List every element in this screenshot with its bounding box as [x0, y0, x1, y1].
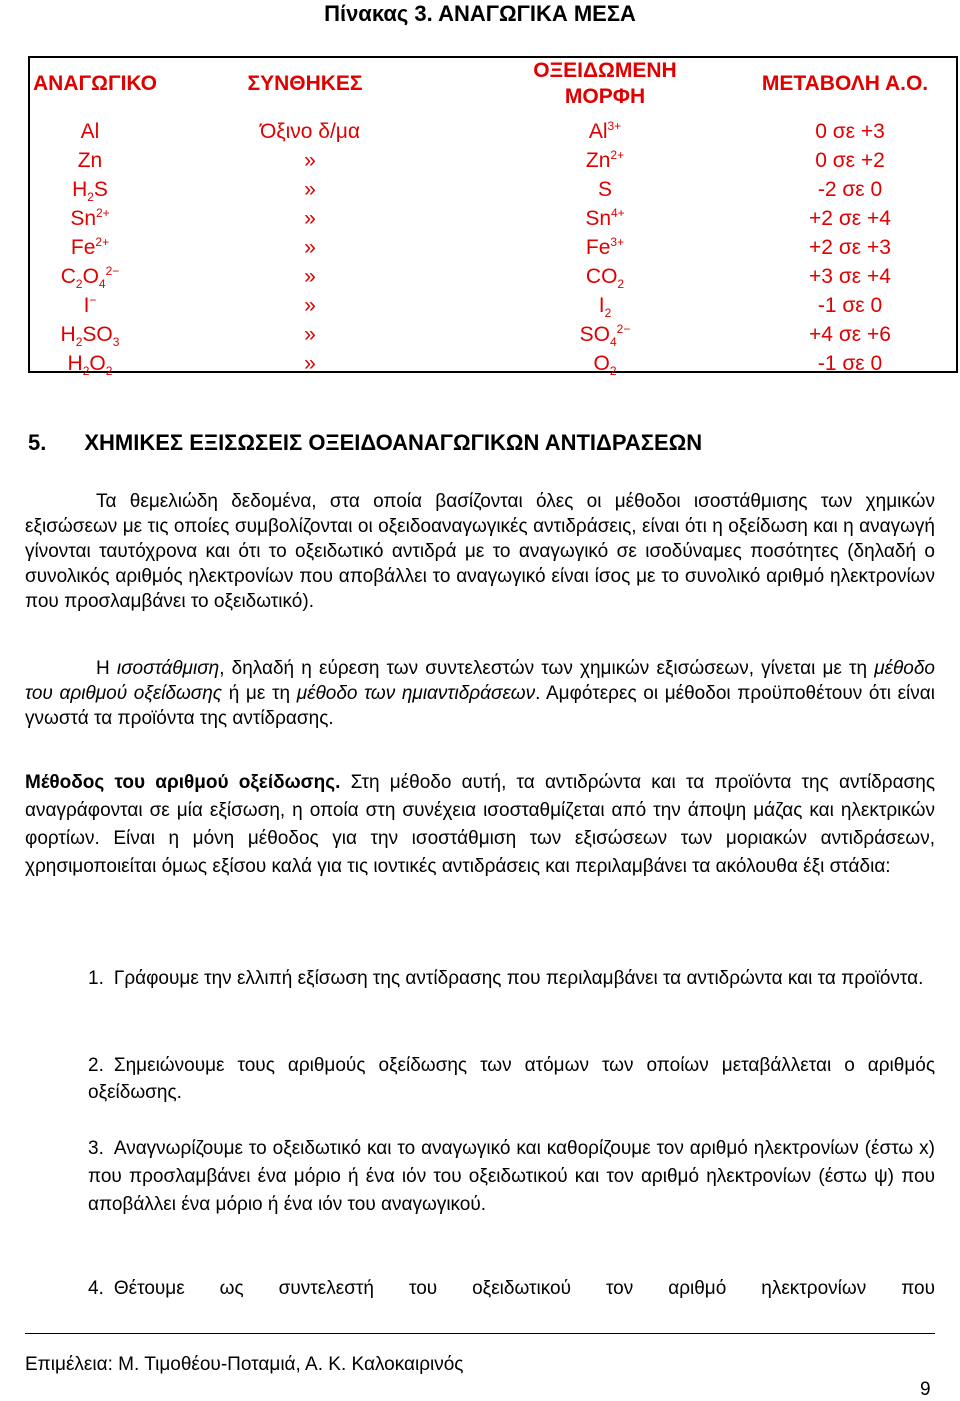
cell-reducer — [30, 233, 150, 262]
cell-change: -1 σε 0 — [817, 294, 883, 317]
step-text: Αναγνωρίζουμε το οξειδωτικό και το αναγωγικό και καθορίζουμε τον αριθμό ηλεκτρονίων (έστω x) που προσλαμβάνει ένα μόριο ή ένα ιόν του οξειδωτικού και τον αριθμό ηλεκτρονίων (έστω ψ) που αποβάλλει ένα μόριο ή ένα ιόν του αναγωγικού. — [88, 1138, 935, 1215]
header-reducer: ΑΝΑΓΩΓΙΚΟ — [33, 72, 157, 95]
table-row — [30, 204, 956, 233]
table-row — [30, 349, 956, 378]
method-heading: Μέθοδος του αριθμού οξείδωσης. — [25, 772, 341, 793]
reducer-text: H — [72, 178, 88, 201]
cell-oxidized — [485, 320, 725, 349]
cell-change: 0 σε +3 — [815, 120, 885, 143]
cell-conditions: » — [304, 236, 316, 259]
cell-change: 0 σε +2 — [815, 149, 885, 172]
cell-conditions: » — [304, 149, 316, 172]
table-row — [30, 320, 956, 349]
step-number: 3. — [88, 1138, 104, 1159]
table-row — [30, 262, 956, 291]
step-text: Σημειώνουμε τους αριθμούς οξείδωσης των ατόμων των οποίων μεταβάλλεται ο αριθμός οξείδωσης. — [88, 1055, 935, 1103]
oxidized-text: O — [593, 352, 610, 375]
table-title: Πίνακας 3. ΑΝΑΓΩΓΙΚΑ ΜΕΣΑ — [324, 1, 636, 26]
cell-change: +2 σε +4 — [809, 207, 891, 230]
section-heading — [28, 430, 702, 456]
cell-oxidized — [485, 291, 725, 320]
cell-conditions: Όξινο δ/μα — [259, 120, 361, 143]
oxidized-text: CO — [585, 265, 618, 288]
table-row — [30, 291, 956, 320]
reducer-subscript-2: 3 — [112, 335, 120, 350]
cell-reducer — [30, 175, 150, 204]
reducer-text: H — [67, 352, 83, 375]
cell-oxidized — [485, 349, 725, 378]
oxidized-text: Zn — [585, 149, 611, 172]
header-change: ΜΕΤΑΒΟΛΗ Α.Ο. — [761, 72, 929, 95]
reducer-text: Al — [80, 120, 100, 143]
paragraph-method — [25, 769, 935, 881]
footer-credit: Επιμέλεια: Μ. Τιμοθέου-Ποταμιά, Α. Κ. Καλοκαιρινός — [25, 1354, 464, 1375]
cell-change: +4 σε +6 — [809, 323, 891, 346]
cell-oxidized — [485, 175, 725, 204]
reducer-text: Sn — [70, 207, 96, 230]
cell-conditions: » — [304, 265, 316, 288]
p2-term-balancing: ισοστάθμιση — [116, 658, 220, 679]
reducer-text: Fe — [70, 236, 96, 259]
page-number: 9 — [920, 1379, 931, 1400]
step-item — [88, 1275, 935, 1302]
reducer-text-mid: SO — [82, 323, 113, 346]
reducer-text-mid: O — [82, 265, 99, 288]
method-text: Στη μέθοδο αυτή, τα αντιδρώντα και τα προϊόντα της αντίδρασης αναγράφονται σε μία εξίσωση, η οποία στη συνέχεια ισοσταθμίζεται από την άποψη μάζας και ηλεκτρικών φορτίων. Είναι η μόνη μέθοδος για την ισοστάθμιση των εξισώσεων των μοριακών αντιδράσεων, χρησιμοποιείται όμως εξίσου καλά για τις ιοντικές αντιδράσεις και περιλαμβάνει τα ακόλουθα έξι στάδια: — [25, 772, 935, 877]
reducer-charge: 2− — [105, 264, 120, 278]
cell-conditions: » — [304, 207, 316, 230]
cell-oxidized — [485, 262, 725, 291]
oxidized-charge: 3+ — [607, 119, 622, 133]
footer-divider — [25, 1333, 935, 1334]
cell-reducer — [30, 349, 150, 378]
oxidized-subscript: 2 — [604, 306, 612, 321]
cell-change: -2 σε 0 — [817, 178, 883, 201]
step-number: 1. — [88, 968, 104, 989]
table-row — [30, 146, 956, 175]
table-row — [30, 175, 956, 204]
cell-reducer — [30, 320, 150, 349]
cell-reducer — [30, 117, 150, 146]
step-item — [88, 965, 935, 992]
step-number: 4. — [88, 1278, 104, 1299]
oxidized-charge: 2− — [616, 322, 631, 336]
oxidized-subscript: 2 — [609, 364, 617, 379]
reducers-table — [28, 56, 958, 379]
cell-reducer — [30, 204, 150, 233]
cell-change: +3 σε +4 — [809, 265, 891, 288]
section-number: 5. — [28, 430, 47, 455]
table-row — [30, 233, 956, 262]
p2-text-g: . Αμφότερες οι μέθοδοι προϋποθέτουν ότι είναι γνωστά τα προϊόντα της αντίδρασης. — [25, 683, 935, 729]
paragraph-fundamentals: Τα θεμελιώδη δεδομένα, στα οποία βασίζονται όλες οι μέθοδοι ισοστάθμισης των χημικών εξισώσεων με τις οποίες συμβολίζονται οι οξειδοαναγωγικές αντιδράσεις, είναι ότι η οξείδωση και η αναγωγή γίνονται ταυτόχρονα και ότι το οξειδωτικό αντιδρά με το αναγωγικό σε ισοδύναμες ποσότητες (δηλαδή ο συνολικός αριθμός ηλεκτρονίων που αποβάλλει το αναγωγικό είναι ίσος με το συνολικό αριθμό ηλεκτρονίων που προσλαμβάνει το οξειδωτικό). — [25, 491, 935, 612]
step-item — [88, 1135, 935, 1219]
p2-text-a: Η — [96, 658, 117, 679]
cell-reducer — [30, 262, 150, 291]
oxidized-charge: 4+ — [611, 206, 625, 220]
reducer-text: Zn — [77, 149, 103, 172]
oxidized-text: SO — [579, 323, 610, 346]
reducer-text-tail: S — [93, 178, 108, 201]
reducer-text: I — [83, 294, 90, 317]
oxidized-text: Al — [588, 120, 608, 143]
step-text: Θέτουμε ως συντελεστή του οξειδωτικού τον αριθμό ηλεκτρονίων που — [113, 1278, 935, 1299]
reducer-subscript: 2 — [75, 335, 83, 350]
step-number: 2. — [88, 1055, 104, 1076]
p2-text-c: , δηλαδή η εύρεση των συντελεστών των χημικών εξισώσεων, γίνεται με τη — [219, 658, 875, 679]
oxidized-text: Fe — [585, 236, 611, 259]
paragraph-balancing — [25, 656, 935, 731]
cell-change: +2 σε +3 — [809, 236, 891, 259]
table-row — [30, 117, 956, 146]
reducer-charge: 2+ — [96, 206, 110, 220]
reducer-subscript: 2 — [75, 277, 83, 292]
reducer-subscript-2: 2 — [105, 364, 113, 379]
oxidized-subscript: 2 — [617, 277, 625, 292]
oxidized-text: I — [598, 294, 605, 317]
reducer-text: C — [60, 265, 76, 288]
cell-oxidized — [485, 233, 725, 262]
oxidized-text: Sn — [585, 207, 611, 230]
cell-conditions: » — [304, 178, 316, 201]
reducer-text-mid: O — [89, 352, 106, 375]
reducer-subscript: 2 — [87, 190, 94, 205]
oxidized-text: S — [597, 178, 612, 201]
section-title: ΧΗΜΙΚΕΣ ΕΞΙΣΩΣΕΙΣ ΟΞΕΙΔΟΑΝΑΓΩΓΙΚΩΝ ΑΝΤΙΔΡΑΣΕΩΝ — [84, 430, 703, 455]
cell-change: -1 σε 0 — [817, 352, 883, 375]
cell-conditions: » — [304, 294, 316, 317]
cell-reducer — [30, 291, 150, 320]
cell-reducer — [30, 146, 150, 175]
reducer-charge: − — [89, 293, 97, 307]
header-conditions: ΣΥΝΘΗΚΕΣ — [247, 72, 363, 95]
header-oxidized-form — [480, 58, 730, 110]
step-item — [88, 1052, 935, 1106]
p2-term-half-reaction-method: μέθοδο των ημιαντιδράσεων — [296, 683, 536, 704]
reducer-charge: 2+ — [95, 235, 110, 249]
cell-oxidized — [485, 204, 725, 233]
cell-oxidized — [485, 146, 725, 175]
header-oxidized-line2: ΜΟΡΦΗ — [564, 85, 646, 108]
cell-conditions: » — [304, 352, 316, 375]
oxidized-charge: 3+ — [610, 235, 625, 249]
p2-text-e: ή με τη — [222, 683, 297, 704]
step-text: Γράφουμε την ελλιπή εξίσωση της αντίδρασης που περιλαμβάνει τα αντιδρώντα και τα προϊόντα. — [113, 968, 924, 989]
cell-conditions: » — [304, 323, 316, 346]
header-oxidized-line1: ΟΞΕΙΔΩΜΕΝΗ — [533, 59, 677, 82]
reducer-subscript: 2 — [82, 364, 90, 379]
reducer-subscript-2: 4 — [98, 277, 106, 292]
cell-oxidized — [485, 117, 725, 146]
oxidized-subscript: 4 — [609, 335, 617, 350]
p2-term-oxidation-number-method: μέθοδο του αριθμού οξείδωσης — [25, 658, 935, 704]
reducer-text: H — [60, 323, 76, 346]
oxidized-charge: 2+ — [610, 148, 625, 162]
